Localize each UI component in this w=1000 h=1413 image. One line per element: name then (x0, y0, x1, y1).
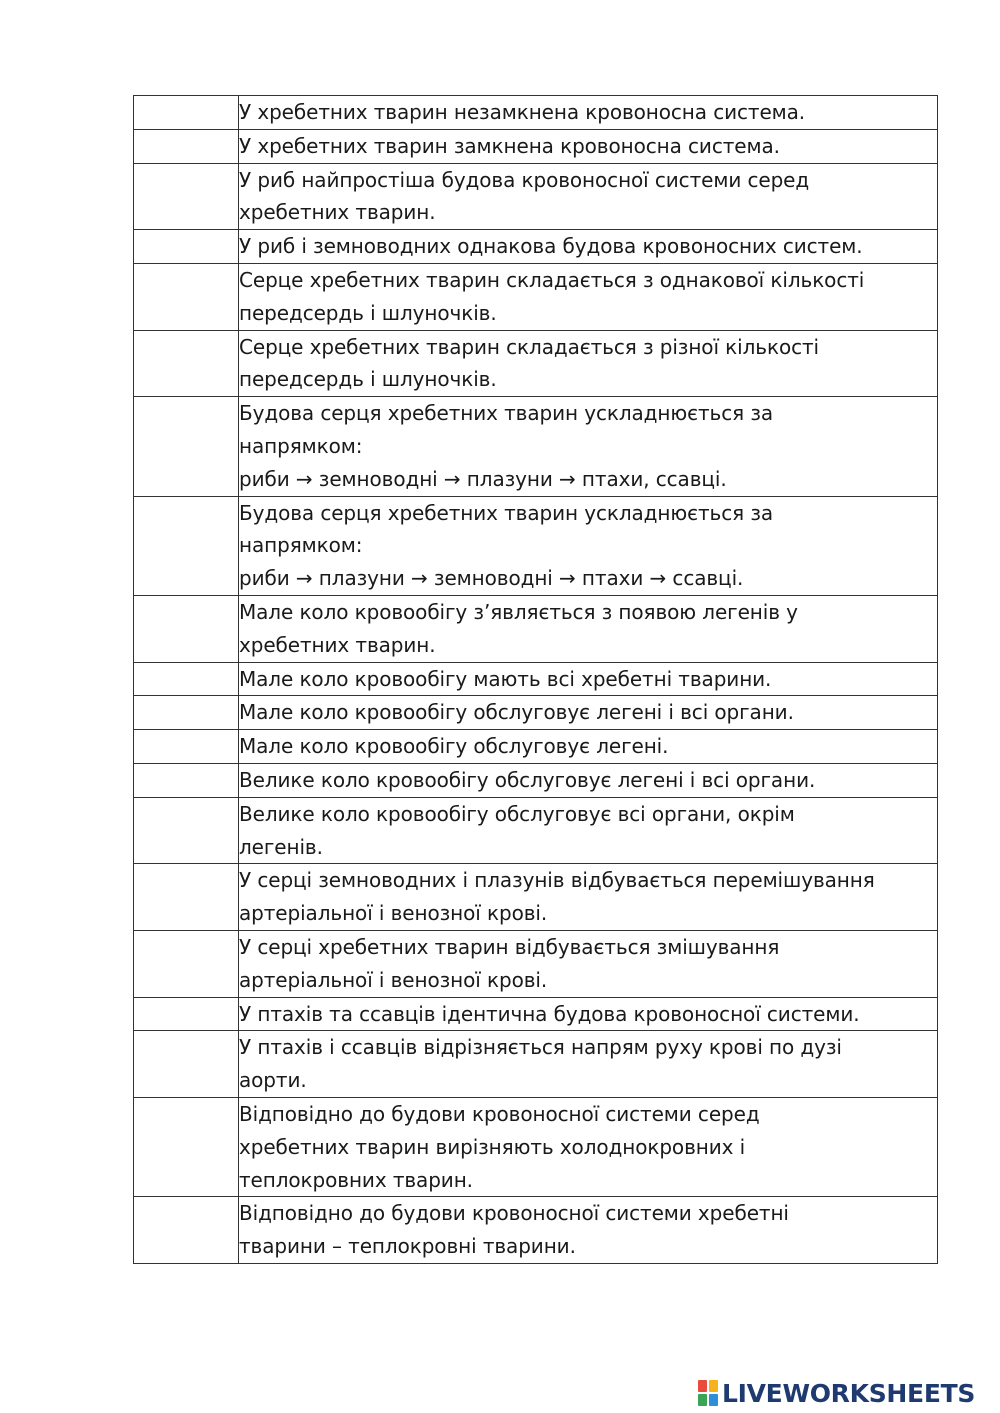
answer-cell[interactable] (134, 397, 239, 496)
statement-text: У хребетних тварин замкнена кровоносна система. (239, 129, 938, 163)
statement-row (134, 1031, 938, 1098)
answer-cell[interactable] (134, 96, 239, 130)
statements-table-body (134, 96, 938, 1264)
answer-cell[interactable] (134, 662, 239, 696)
statements-table (133, 95, 938, 1264)
statement-text: Мале коло кровообігу обслуговує легені. (239, 730, 938, 764)
answer-cell[interactable] (134, 1197, 239, 1264)
statement-text: У хребетних тварин незамкнена кровоносна система. (239, 96, 938, 130)
statement-row (134, 129, 938, 163)
statement-row (134, 1097, 938, 1196)
statement-row (134, 763, 938, 797)
statement-row (134, 96, 938, 130)
statement-text: Велике коло кровообігу обслуговує легені і всі органи. (239, 763, 938, 797)
statement-row (134, 330, 938, 397)
liveworksheets-logo-icon (697, 1378, 719, 1408)
statement-text: Серце хребетних тварин складається з однакової кількості передсердь і шлуночків. (239, 263, 938, 330)
statement-row (134, 595, 938, 662)
answer-cell[interactable] (134, 1031, 239, 1098)
statement-row (134, 864, 938, 931)
answer-cell[interactable] (134, 1097, 239, 1196)
answer-cell[interactable] (134, 997, 239, 1031)
answer-cell[interactable] (134, 763, 239, 797)
statement-text: У риб і земноводних однакова будова кровоносних систем. (239, 230, 938, 264)
answer-cell[interactable] (134, 930, 239, 997)
statement-text: У серці земноводних і плазунів відбувається перемішування артеріальної і венозної крові. (239, 864, 938, 931)
statement-text: У серці хребетних тварин відбувається змішування артеріальної і венозної крові. (239, 930, 938, 997)
statement-row (134, 662, 938, 696)
answer-cell[interactable] (134, 696, 239, 730)
answer-cell[interactable] (134, 797, 239, 864)
answer-cell[interactable] (134, 864, 239, 931)
statement-row (134, 163, 938, 230)
statement-text: У птахів і ссавців відрізняється напрям руху крові по дузі аорти. (239, 1031, 938, 1098)
statement-row (134, 797, 938, 864)
brand-name: LIVEWORKSHEETS (722, 1378, 976, 1408)
statement-row (134, 496, 938, 595)
answer-cell[interactable] (134, 230, 239, 264)
statement-row (134, 1197, 938, 1264)
statement-text: Мале коло кровообігу з’являється з появою легенів у хребетних тварин. (239, 595, 938, 662)
answer-cell[interactable] (134, 730, 239, 764)
statement-text: Серце хребетних тварин складається з різної кількості передсердь і шлуночків. (239, 330, 938, 397)
answer-cell[interactable] (134, 263, 239, 330)
statement-row (134, 230, 938, 264)
statement-row (134, 730, 938, 764)
statement-text: Будова серця хребетних тварин ускладнюється за напрямком: риби → земноводні → плазуни → птахи, ссавці. (239, 397, 938, 496)
statement-text: Мале коло кровообігу обслуговує легені і всі органи. (239, 696, 938, 730)
liveworksheets-brand (697, 1376, 975, 1410)
answer-cell[interactable] (134, 330, 239, 397)
statement-row (134, 997, 938, 1031)
statement-row (134, 263, 938, 330)
answer-cell[interactable] (134, 163, 239, 230)
statement-row (134, 930, 938, 997)
statement-text: У птахів та ссавців ідентична будова кровоносної системи. (239, 997, 938, 1031)
statement-text: Будова серця хребетних тварин ускладнюється за напрямком: риби → плазуни → земноводні → птахи → ссавці. (239, 496, 938, 595)
statement-text: Відповідно до будови кровоносної системи серед хребетних тварин вирізняють холоднокровних і теплокровних тварин. (239, 1097, 938, 1196)
statement-text: Відповідно до будови кровоносної системи хребетні тварини – теплокровні тварини. (239, 1197, 938, 1264)
statement-text: Велике коло кровообігу обслуговує всі органи, окрім легенів. (239, 797, 938, 864)
statement-row (134, 696, 938, 730)
answer-cell[interactable] (134, 129, 239, 163)
answer-cell[interactable] (134, 496, 239, 595)
answer-cell[interactable] (134, 595, 239, 662)
statement-text: У риб найпростіша будова кровоносної системи серед хребетних тварин. (239, 163, 938, 230)
statement-text: Мале коло кровообігу мають всі хребетні тварини. (239, 662, 938, 696)
statement-row (134, 397, 938, 496)
